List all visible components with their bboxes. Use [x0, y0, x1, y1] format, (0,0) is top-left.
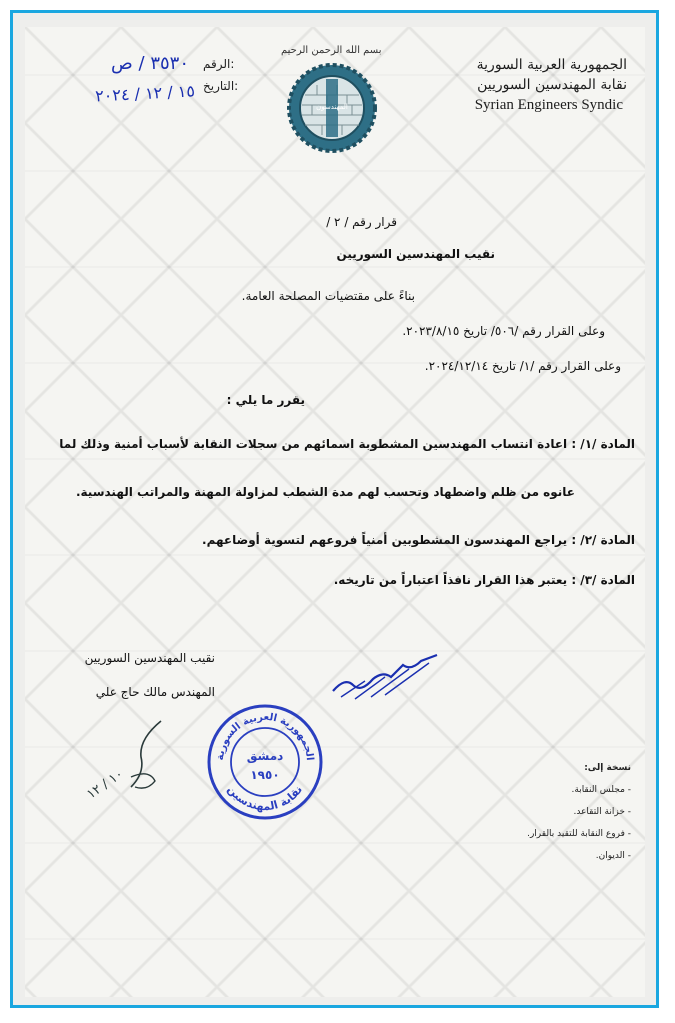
decision-title: قرار رقم / ٢ /	[326, 215, 397, 229]
preamble-2: وعلى القرار رقم /٥٠٦/ تاريخ ٢٠٢٣/٨/١٥.	[402, 324, 605, 338]
logo-label: المهندسون	[316, 103, 348, 111]
article-3: المادة /٣/ : يعتبر هذا القرار نافذاً اعتباراً من تاريخه.	[333, 573, 635, 587]
copies-heading: نسخة إلى:	[584, 763, 631, 773]
decides-line: يقرر ما يلي :	[226, 393, 305, 407]
copies-list	[431, 785, 631, 873]
signatory-name: المهندس مالك حاج علي	[95, 685, 215, 699]
handwritten-annotation	[91, 717, 171, 827]
stamp-outer-bottom: نقابة المهندسين	[224, 783, 305, 814]
ref-number-handwritten: ٣٥٣٠ / ص	[111, 53, 189, 74]
issuer-line: نقيب المهندسين السوريين	[336, 247, 495, 261]
article-1-line-1: المادة /١/ : اعادة انتساب المهندسين المشطوبة اسمائهم من سجلات النقابة لأسباب أمنية وذلك لما	[59, 437, 635, 451]
signature-title: نقيب المهندسين السوريين	[84, 651, 215, 665]
stamp-city: دمشق	[246, 749, 284, 763]
preamble-1: بناءً على مقتضيات المصلحة العامة.	[241, 289, 415, 303]
ref-label: الرقم:	[203, 57, 235, 71]
copy-item-3: - فروع النقابة للتقيد بالقرار.	[527, 829, 631, 839]
copy-item-4: - الديوان.	[595, 851, 631, 861]
country-name: الجمهورية العربية السورية	[476, 57, 627, 73]
copy-item-1: - مجلس النقابة.	[571, 785, 631, 795]
basmala: بسم الله الرحمن الرحيم	[281, 45, 382, 56]
org-name-english: Syrian Engineers Syndic	[474, 97, 623, 113]
date-label: التاريخ:	[203, 79, 239, 93]
article-1-line-2: عانوه من ظلم واضطهاد وتحسب لهم مدة الشطب لمزاولة المهنة والمراتب الهندسية.	[75, 485, 575, 499]
stamp-outer-top: الجمهورية العربية السورية	[214, 711, 315, 761]
svg-text:نقابة المهندسين	[225, 783, 305, 813]
preamble-3: وعلى القرار رقم /١/ تاريخ ٢٠٢٤/١٢/١٤.	[424, 359, 621, 373]
handwriting-mark-icon	[91, 717, 171, 827]
signature-scribble	[325, 647, 445, 707]
document-paper	[25, 27, 645, 997]
stamp-year: ١٩٥٠	[250, 768, 280, 782]
copy-item-2: - خزانة التقاعد.	[573, 807, 631, 817]
handwritten-note: ١٠ / ١٢	[84, 766, 127, 803]
article-2: المادة /٢/ : يراجع المهندسون المشطوبين أمنياً فروعهم لتسوية أوضاعهم.	[202, 533, 635, 547]
signature-icon	[325, 647, 445, 707]
org-name-arabic: نقابة المهندسين السوريين	[477, 77, 627, 93]
date-handwritten: ١٥ / ١٢ / ٢٠٢٤	[94, 81, 196, 106]
document-frame	[10, 10, 659, 1008]
